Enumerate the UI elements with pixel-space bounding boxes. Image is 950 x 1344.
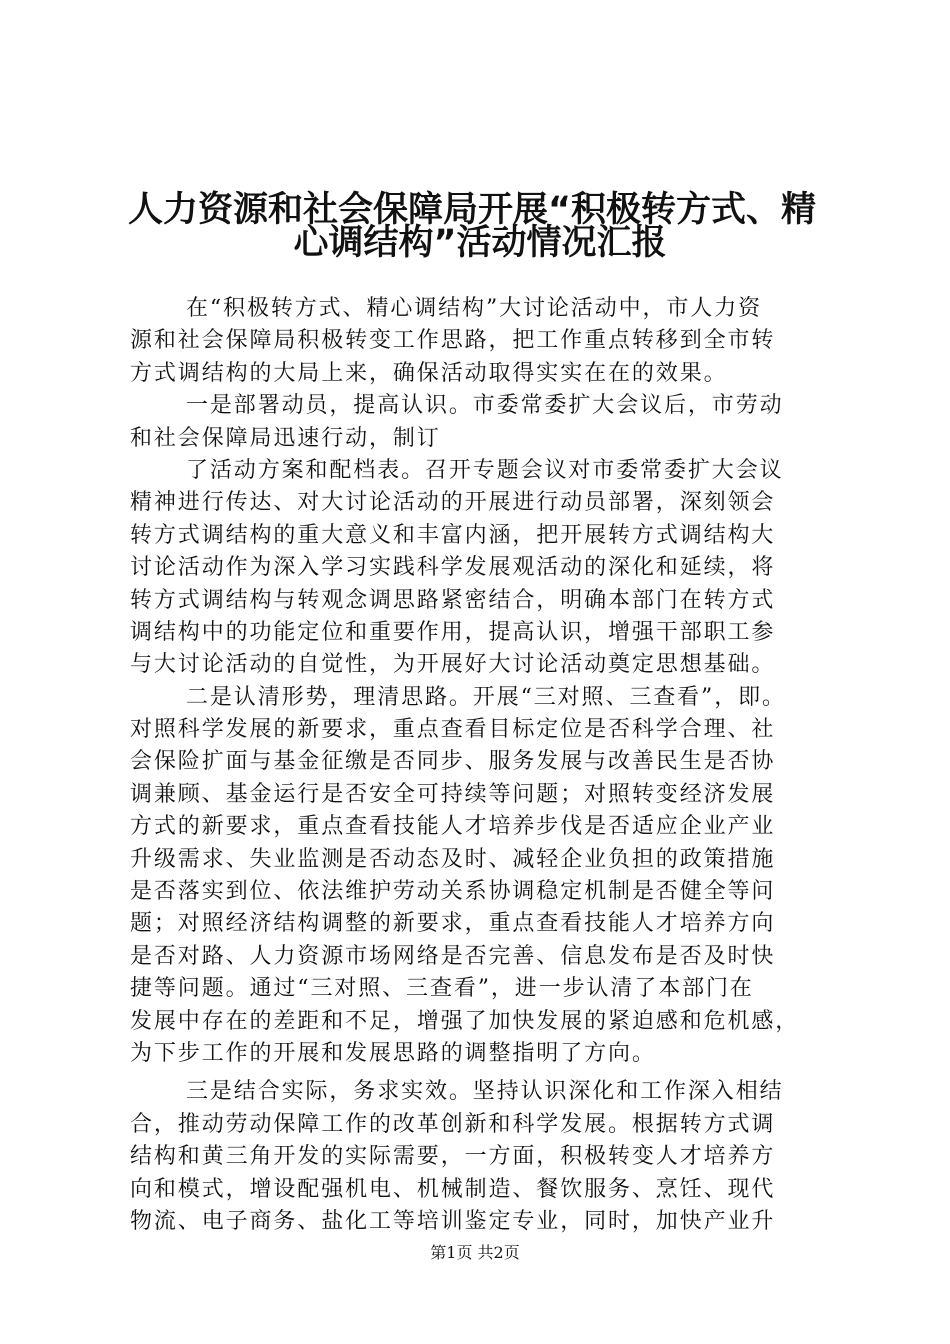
text-line: 合，推动劳动保障工作的改革创新和科学发展。根据转方式调 [130,1111,776,1137]
text-line: 为下步工作的开展和发展思路的调整指明了方向。 [130,1040,656,1066]
text-line: 方式调结构的大局上来，确保活动取得实实在在的效果。 [130,360,728,386]
text-line: 三是结合实际，务求实效。坚持认识深化和工作深入相结 [186,1079,784,1105]
text-line: 升级需求、失业监测是否动态及时、减轻企业负担的政策措施 [130,846,776,872]
text-line: 会保险扩面与基金征缴是否同步、服务发展与改善民生是否协 [130,749,776,775]
text-line: 物流、电子商务、盐化工等培训鉴定专业，同时，加快产业升 [130,1208,776,1234]
text-line: 转方式调结构与转观念调思路紧密结合，明确本部门在转方式 [130,587,776,613]
text-line: 调兼顾、基金运行是否安全可持续等问题；对照转变经济发展 [130,781,776,807]
text-line: 源和社会保障局积极转变工作思路，把工作重点转移到全市转 [130,328,776,354]
page-footer: 第1页 共2页 [430,1243,520,1262]
text-line: 发展中存在的差距和不足，增强了加快发展的紧迫感和危机感， [130,1008,800,1034]
document-body [130,293,850,1238]
document-title-line-2: 心调结构”活动情况汇报 [293,223,667,263]
text-line: 向和模式，增设配强机电、机械制造、餐饮服务、烹饪、现代 [130,1176,776,1202]
text-line: 与大讨论活动的自觉性，为开展好大讨论活动奠定思想基础。 [130,652,776,678]
text-line: 一是部署动员，提高认识。市委常委扩大会议后，市劳动 [186,393,784,419]
text-line: 了活动方案和配档表。召开专题会议对市委常委扩大会议 [186,457,784,483]
text-line: 是否对路、人力资源市场网络是否完善、信息发布是否及时快 [130,943,776,969]
text-line: 题；对照经济结构调整的新要求，重点查看技能人才培养方向 [130,911,776,937]
text-line: 对照科学发展的新要求，重点查看目标定位是否科学合理、社 [130,717,776,743]
text-line: 和社会保障局迅速行动，制订 [130,425,441,451]
text-line: 精神进行传达、对大讨论活动的开展进行动员部署，深刻领会 [130,490,776,516]
text-line: 在“积极转方式、精心调结构”大讨论活动中，市人力资 [186,296,762,321]
text-line: 二是认清形势，理清思路。开展“三对照、三查看”，即。 [186,684,786,710]
text-line: 结构和黄三角开发的实际需要，一方面，积极转变人才培养方 [130,1144,776,1170]
text-line: 捷等问题。通过“三对照、三查看”，进一步认清了本部门在 [130,976,754,1002]
text-line: 是否落实到位、依法维护劳动关系协调稳定机制是否健全等问 [130,879,776,905]
text-line: 方式的新要求，重点查看技能人才培养步伐是否适应企业产业 [130,814,776,840]
text-line: 讨论活动作为深入学习实践科学发展观活动的深化和延续，将 [130,555,776,581]
text-line: 转方式调结构的重大意义和丰富内涵，把开展转方式调结构大 [130,522,776,548]
text-line: 调结构中的功能定位和重要作用，提高认识，增强干部职工参 [130,619,776,645]
document-title-line-1: 人力资源和社会保障局开展“积极转方式、精 [128,190,817,230]
